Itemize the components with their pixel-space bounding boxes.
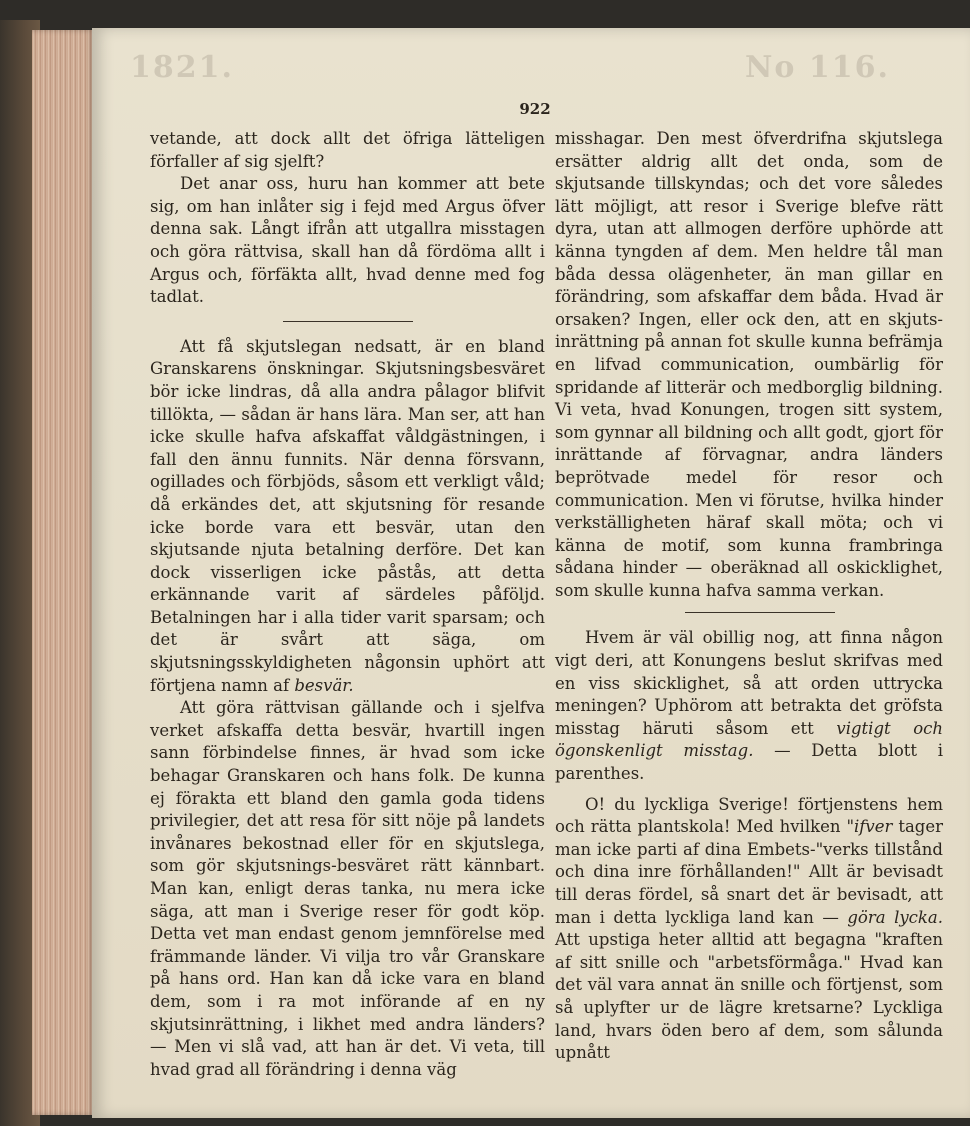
left-paragraph-3-italic: besvär.	[294, 675, 354, 695]
right-paragraph-3	[555, 794, 943, 1065]
right-paragraph-3-italic-2: göra lycka.	[847, 907, 943, 927]
left-paragraph-4: Att göra rättvisan gällande och i sjelfva verket afskaffa detta besvär, hvartill ingen sann förbindelse finnes, är hvad som icke behagar Granskaren och hans folk. De kunna ej förakta ett bland den gamla goda tidens privilegier, det att resa för sitt nöje på landets invånares bekostnad eller för en skjutslega, som gör skjutsnings-besväret rätt kännbart. Man kan, enligt deras tanka, nu mera icke säga, att man i Sverige reser för godt köp. Detta vet man endast genom jemnförelse med främmande länder. Vi vilja tro vår Granskare på hans ord. Han kan då icke vara en bland dem, som i ra mot införande af en ny skjutsinrättning, i likhet med andra länders? — Men vi slå vad, att han är det. Vi veta, till hvad grad all förändring i denna väg	[150, 698, 545, 1079]
right-paragraph-3-italic-1: "ifver	[846, 817, 893, 837]
left-paragraph-1: vetande, att dock allt det öfriga lätteligen förfaller af sig sjelft?	[150, 129, 545, 171]
bleed-through-text-right: No 116.	[745, 50, 890, 85]
page-number: 922	[519, 100, 551, 118]
right-paragraph-2	[555, 627, 943, 785]
right-column	[555, 128, 943, 1065]
right-paragraph-1: misshagar. Den mest öfverdrifna skjutslega ersätter aldrig allt det onda, som de skjutsande tillskyndas; och det vore således lätt möjligt, att resor i Sverige blefve rätt dyra, utan att allmogen derföre uphörde att känna tyngden af dem. Men heldre tål man båda dessa olägenheter, än man gillar en förändring, som afskaffar dem båda. Hvad är orsaken? Ingen, eller ock den, att en skjuts-inrättning på annan fot skulle kunna befrämja en lifvad communication, oumbärlig för spridande af litterär och medborglig bildning. Vi veta, hvad Konungen, trogen sitt system, som gynnar all bildning och allt godt, gjort för inrättande af förvagnar, andra länders beprötvade medel för resor och communication. Men vi förutse, hvilka hinder verkställigheten häraf skall möta; och vi känna de motif, som kunna frambringa sådana hinder — oberäknad all oskicklighet, som skulle kunna hafva samma verkan.	[555, 129, 943, 600]
right-paragraph-3-mid: tager man icke parti af dina Embets-"verks tillstånd och dina inre förhållanden!" Allt är bevisadt till deras fördel, så snart det är bevisadt, att man i detta lyckliga land kan —	[555, 817, 943, 927]
section-divider-right	[685, 612, 835, 613]
left-paragraph-3-text: Att få skjutslegan nedsatt, är en bland Granskarens önskningar. Skjutsningsbesväret bör icke lindras, då alla andra pålagor blifvit tillökta, — sådan är hans lära. Man ser, att han icke skulle hafva afskaffat våldgästningen, i fall den ännu funnits. När denna försvann, ogillades och förbjöds, såsom ett verkligt våld; då erkändes det, att skjutsning för resande icke borde vara ett besvär, utan den skjutsande njuta betalning derföre. Det kan dock visserligen icke påstås, att detta erkännande varit af särdeles påföljd. Betalningen har i alla tider varit sparsam; och det är svårt att säga, om skjutsningsskyldigheten någonsin uphört att förtjena namn af	[150, 336, 545, 695]
right-paragraph-2-text: Hvem är väl obillig nog, att finna någon vigt deri, att Konungens beslut skrifvas med en viss skicklighet, så att orden uttrycka meningen? Uphörom att betrakta det gröfsta misstag häruti såsom ett	[555, 628, 943, 738]
bleed-through-text-left: 1821.	[130, 50, 234, 85]
right-paragraph-2-end: — Detta blott i parenthes.	[555, 741, 943, 784]
left-paragraph-3	[150, 336, 545, 698]
left-paragraph-2: Det anar oss, huru han kommer att bete sig, om han inlåter sig i fejd med Argus öfver denna sak. Långt ifrån att utgallra misstagen och göra rättvisa, skall han då fördöma allt i Argus och, förfäkta allt, hvad denne med fog tadlat.	[150, 174, 545, 307]
right-paragraph-3-end: Att upstiga heter alltid att begagna "kraften af sitt snille och "arbetsförmåga." Hvad kan det väl vara annat än snille och förtjenst, som så uplyfter ur de lägre kretsarne? Lyckliga land, hvars öden bero af dem, som sålunda upnått	[555, 930, 943, 1063]
right-paragraph-3-text: O! du lyckliga Sverige! förtjenstens hem och rätta plantskola! Med hvilken	[555, 794, 943, 837]
left-column	[150, 128, 545, 1081]
page-edges	[32, 30, 94, 1115]
section-divider	[283, 321, 413, 322]
right-paragraph-2-italic: vigtigt och ögonskenligt misstag.	[555, 718, 943, 761]
